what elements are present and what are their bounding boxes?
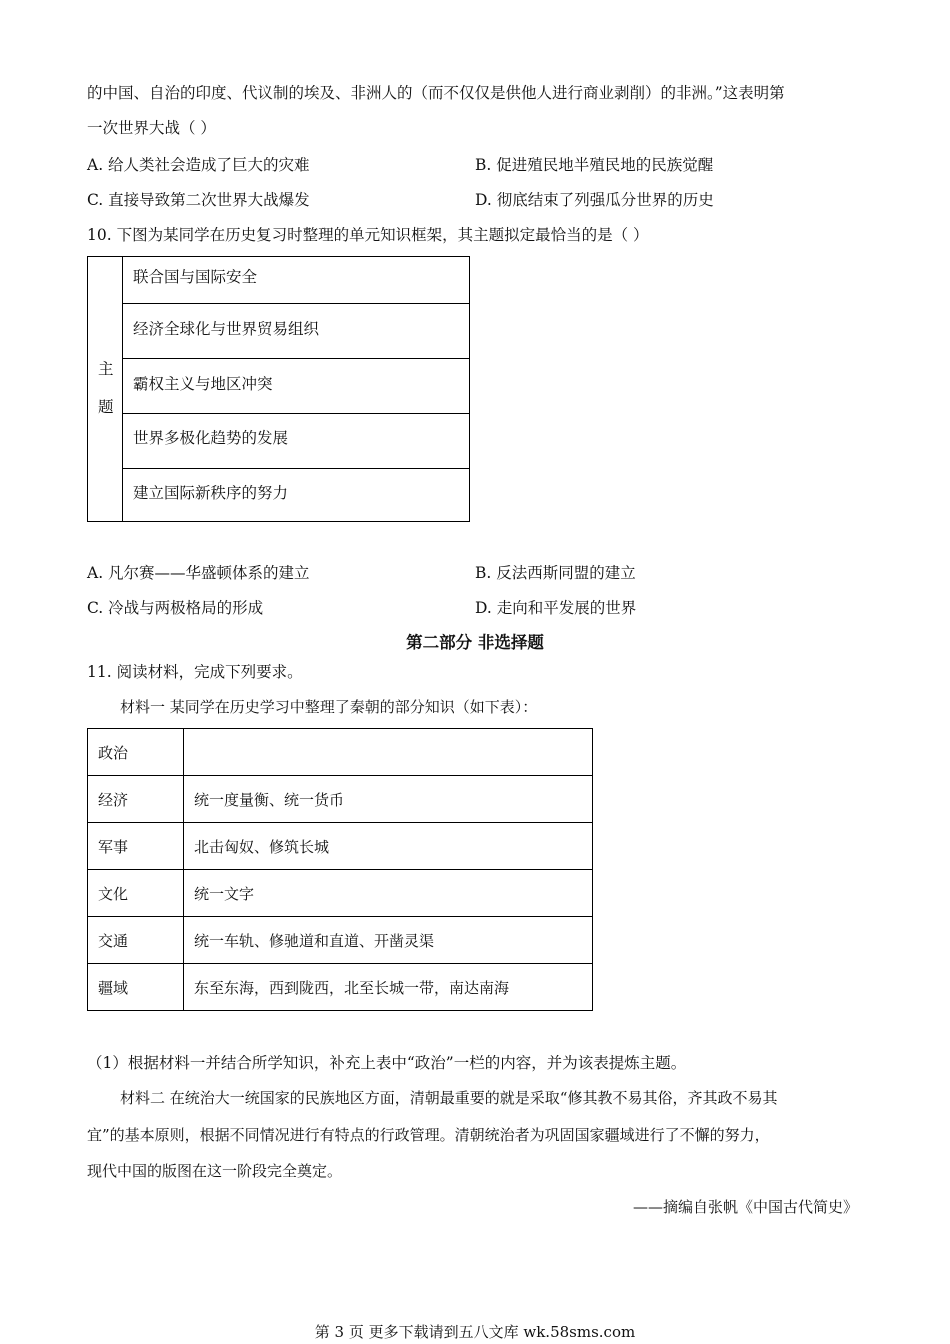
framework-row [123, 414, 469, 469]
q11-sub1: （1）根据材料一并结合所学知识，补充上表中“政治”一栏的内容，并为该表提炼主题。 [87, 1054, 687, 1072]
table-value-cell: 统一文字 [184, 870, 593, 917]
framework-row-text: 霸权主义与地区冲突 [133, 375, 273, 393]
table-key-cell: 文化 [88, 870, 184, 917]
table-value-cell: 北击匈奴、修筑长城 [184, 823, 593, 870]
topic-label-char-2: 题 [98, 398, 114, 416]
q9-stem-line1: 的中国、自治的印度、代议制的埃及、非洲人的（而不仅仅是供他人进行商业剥削）的非洲。”这表明第 [87, 84, 785, 102]
framework-row-text: 建立国际新秩序的努力 [133, 484, 289, 502]
q10-stem: 10. 下图为某同学在历史复习时整理的单元知识框架，其主题拟定最恰当的是（ ） [87, 226, 649, 244]
table-row [88, 776, 593, 823]
table-value-cell: 东至东海，西到陇西，北至长城一带，南达南海 [184, 964, 593, 1011]
qin-knowledge-table [87, 728, 593, 1011]
framework-row [123, 469, 469, 521]
material2-source: ——摘编自张帆《中国古代简史》 [632, 1198, 858, 1216]
framework-row [123, 359, 469, 414]
table-value-cell [184, 729, 593, 776]
table-key-cell: 经济 [88, 776, 184, 823]
part2-heading: 第二部分 非选择题 [406, 633, 544, 652]
q9-option-a: A. 给人类社会造成了巨大的灾难 [87, 156, 310, 174]
q10-option-b: B. 反法西斯同盟的建立 [475, 564, 636, 582]
table-key-cell: 交通 [88, 917, 184, 964]
table-value-cell: 统一度量衡、统一货币 [184, 776, 593, 823]
topic-label-cell [88, 257, 123, 521]
table-key-cell: 军事 [88, 823, 184, 870]
material2-line2: 宜”的基本原则，根据不同情况进行有特点的行政管理。清朝统治者为巩固国家疆域进行了不懈的努力， [87, 1126, 770, 1144]
framework-row-text: 联合国与国际安全 [133, 268, 258, 286]
table-row [88, 917, 593, 964]
q11-stem: 11. 阅读材料，完成下列要求。 [87, 663, 303, 681]
table-row [88, 823, 593, 870]
framework-row-text: 经济全球化与世界贸易组织 [133, 320, 320, 338]
table-row [88, 729, 593, 776]
page-footer: 第 3 页 更多下载请到五八文库 wk.58sms.com [314, 1323, 636, 1341]
q9-option-d: D. 彻底结束了列强瓜分世界的历史 [475, 191, 714, 209]
material2-line1: 材料二 在统治大一统国家的民族地区方面，清朝最重要的就是采取“修其教不易其俗，齐其政不易其 [120, 1089, 778, 1107]
q9-option-b: B. 促进殖民地半殖民地的民族觉醒 [475, 156, 714, 174]
table-row [88, 870, 593, 917]
framework-row-text: 世界多极化趋势的发展 [133, 429, 289, 447]
q10-option-d: D. 走向和平发展的世界 [475, 599, 637, 617]
table-row [88, 964, 593, 1011]
q9-stem-line2: 一次世界大战（ ） [87, 119, 216, 137]
table-key-cell: 政治 [88, 729, 184, 776]
topic-label-char-1: 主 [98, 360, 114, 378]
q10-option-a: A. 凡尔赛——华盛顿体系的建立 [87, 564, 310, 582]
material2-line3: 现代中国的版图在这一阶段完全奠定。 [87, 1162, 343, 1180]
table-key-cell: 疆域 [88, 964, 184, 1011]
table-value-cell: 统一车轨、修驰道和直道、开凿灵渠 [184, 917, 593, 964]
q9-option-c: C. 直接导致第二次世界大战爆发 [87, 191, 310, 209]
knowledge-framework-box [87, 256, 470, 522]
framework-row [123, 257, 469, 304]
material1-intro: 材料一 某同学在历史学习中整理了秦朝的部分知识（如下表）： [120, 698, 538, 716]
q10-option-c: C. 冷战与两极格局的形成 [87, 599, 264, 617]
framework-row [123, 304, 469, 359]
